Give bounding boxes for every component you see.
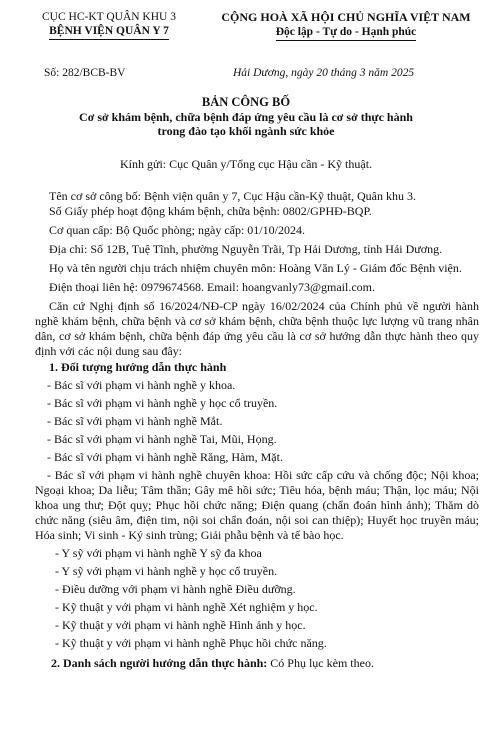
document-subtitle-1: Cơ sở khám bệnh, chữa bệnh đáp ứng yêu cầu là cơ sở thực hành [79, 110, 413, 124]
list-item: - Điều dưỡng với phạm vi hành nghề Điều dưỡng. [55, 582, 296, 596]
facility-address: Địa chỉ: Số 12B, Tuệ Tĩnh, phường Nguyễn Trãi, Tp Hải Dương, tỉnh Hải Dương. [49, 242, 443, 256]
section-2 [35, 656, 479, 671]
section-2-heading: 2. Danh sách người hướng dẫn thực hành: [51, 656, 268, 670]
list-item: - Kỹ thuật y với phạm vi hành nghề Xét nghiệm y học. [55, 600, 318, 614]
responsible-person: Họ và tên người chịu trách nhiệm chuyên môn: Hoàng Văn Lý - Giám đốc Bệnh viện. [49, 261, 462, 275]
recipient-greeting: Kính gửi: Cục Quân y/Tổng cục Hậu cần - Kỹ thuật. [119, 157, 373, 171]
legal-basis: Căn cứ Nghị định số 16/2024/NĐ-CP ngày 16/02/2024 của Chính phủ về người hành nghề khám bệnh, chữa bệnh và cơ sở khám bệnh, chữa bệnh thuộc lực lượng vũ trang nhân dân, cơ sở khám bệnh, chữa bệnh đáp ứng yêu cầu là cơ sở hướng dẫn thực hành theo quy định với các nội dung sau đây: [35, 299, 479, 358]
contact-info: Điện thoại liên hệ: 0979674568. Email: hoangvanly73@gmail.com. [49, 280, 375, 294]
issuing-authority: Cơ quan cấp: Bộ Quốc phòng; ngày cấp: 01/10/2024. [49, 223, 305, 237]
document-number: Số: 282/BCB-BV [44, 67, 126, 79]
issuing-organization [14, 10, 204, 40]
list-item: - Bác sĩ với phạm vi hành nghề Răng, Hàm, Mặt. [47, 450, 283, 464]
list-item: - Bác sĩ với phạm vi hành nghề Tai, Mũi, Họng. [47, 432, 277, 446]
national-header [205, 10, 487, 41]
facility-name: Tên cơ sở công bố: Bệnh viện quân y 7, Cục Hậu cần-Kỹ thuật, Quân khu 3. [49, 189, 416, 203]
document-title: BẢN CÔNG BỐ [201, 95, 291, 109]
national-motto: Độc lập - Tự do - Hạnh phúc [276, 25, 417, 41]
place-date: Hải Dương, ngày 20 tháng 3 năm 2025 [233, 67, 415, 79]
list-item: - Kỹ thuật y với phạm vi hành nghề Phục hồi chức năng. [55, 636, 327, 650]
section-1-heading: 1. Đối tượng hướng dẫn thực hành [49, 360, 227, 374]
list-item: - Bác sĩ với phạm vi hành nghề y học cổ truyền. [47, 396, 278, 410]
list-item: - Bác sĩ với phạm vi hành nghề y khoa. [47, 378, 236, 392]
list-item: - Y sỹ với phạm vi hành nghề y học cổ truyền. [55, 564, 278, 578]
section-2-text: Có Phụ lục kèm theo. [270, 656, 374, 670]
document-subtitle-2: trong đào tạo khối ngành sức khỏe [157, 124, 335, 138]
license-number: Số Giấy phép hoạt động khám bệnh, chữa bệnh: 0802/GPHĐ-BQP. [49, 204, 372, 218]
list-item: - Bác sĩ với phạm vi hành nghề chuyên khoa: Hồi sức cấp cứu và chống độc; Nội khoa; Ngoại khoa; Da liễu; Tâm thần; Gây mê hồi sức; Tiêu hóa, bệnh máu; Thận, lọc máu; Nội khoa ung thư; Đột quỵ; Phục hồi chức năng; Điện quang (chẩn đoán hình ảnh); Thăm dò chức năng (siêu âm, điện tim, nội soi chẩn đoán, nội soi can thiệp); Huyết học truyền máu; Hóa sinh; Vi sinh - Ký sinh trùng; Giải phẫu bệnh và tế bào học. [35, 468, 479, 542]
org-line-1: CỤC HC-KT QUÂN KHU 3 [42, 11, 176, 23]
list-item: - Bác sĩ với phạm vi hành nghề Mắt. [47, 414, 223, 428]
list-item: - Y sỹ với phạm vi hành nghề Y sỹ đa khoa [55, 546, 262, 560]
list-item: - Kỹ thuật y với phạm vi hành nghề Hình ảnh y học. [55, 618, 306, 632]
org-line-2: BỆNH VIỆN QUÂN Y 7 [49, 24, 169, 40]
document-body [35, 189, 479, 671]
nation-name: CỘNG HOÀ XÃ HỘI CHỦ NGHĨA VIỆT NAM [221, 10, 471, 24]
